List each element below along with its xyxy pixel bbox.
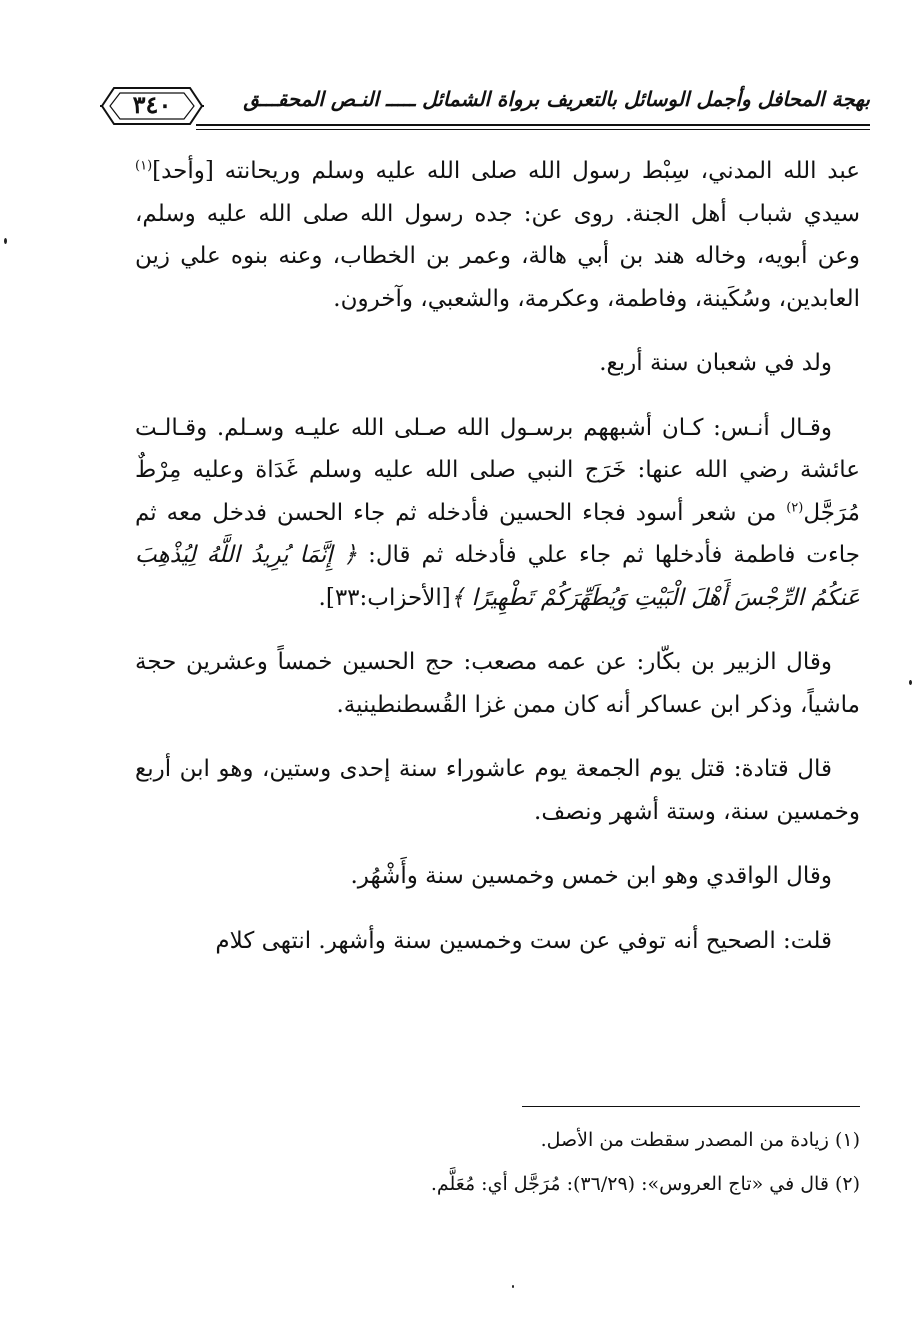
page-number: ٣٤٠ xyxy=(132,90,172,119)
footnote-ref-2[interactable]: (٢) xyxy=(786,499,804,515)
footnote-1: (١) زيادة من المصدر سقطت من الأصل. xyxy=(540,1129,860,1151)
main-text xyxy=(135,150,860,984)
paragraph-3 xyxy=(135,407,860,620)
page-number-badge xyxy=(100,84,204,128)
footnote-separator xyxy=(522,1106,860,1107)
paragraph-5: قال قتادة: قتل يوم الجمعة يوم عاشوراء سنة إحدى وستين، وهو ابن أربع وخمسين سنة، وستة أشهر ونصف. xyxy=(135,756,860,825)
quran-verse: ﴿ إِنَّمَا يُرِيدُ اللَّهُ لِيُذْهِبَ عَنكُمُ الرِّجْسَ أَهْلَ الْبَيْتِ وَيُطَهِّرَكُمْ تَطْهِيرًا ﴾ xyxy=(135,542,860,611)
verse-citation: [الأحزاب:٣٣]. xyxy=(318,584,451,611)
paragraph-2: ولد في شعبان سنة أربع. xyxy=(599,350,832,376)
paragraph-6: وقال الواقدي وهو ابن خمس وخمسين سنة وأَشْهُر. xyxy=(350,863,832,889)
footnote-ref-1[interactable]: (١) xyxy=(135,158,153,174)
p1-text-a: عبد الله المدني، سِبْط رسول الله صلى الله عليه وسلم وريحانته [وأحد] xyxy=(152,158,860,184)
running-title: بهجة المحافل وأجمل الوسائل بالتعريف برواة الشمائل ـــــ النـص المحقـــق xyxy=(243,87,870,111)
scan-speck xyxy=(909,680,912,685)
page-header xyxy=(100,84,870,132)
p3-text-b: من شعر أسود فجاء الحسين فأدخله ثم جاء الحسن فدخل معه ثم جاءت فاطمة فأدخلها ثم جاء علي فأدخله ثم قال: xyxy=(135,499,860,568)
paragraph-1 xyxy=(135,150,860,320)
header-rule xyxy=(196,124,870,126)
paragraph-7: قلت: الصحيح أنه توفي عن ست وخمسين سنة وأشهر. انتهى كلام xyxy=(215,927,832,954)
footnote-2: (٢) قال في «تاج العروس»: (٣٦/٢٩): مُرَجَّل أي: مُعَلَّم. xyxy=(430,1173,860,1195)
p3-text-a: وقـال أنـس: كـان أشبههم برسـول الله صـلى الله عليـه وسـلم. وقـالـت عائشة رضي الله عنها: خَرَج النبي صلى الله عليه وسلم غَدَاة وعليه مِرْطٌ مُرَجَّل xyxy=(135,414,860,526)
header-rule-thin xyxy=(196,129,870,130)
p1-text-b: سيدي شباب أهل الجنة. روى عن: جده رسول الله صلى الله عليه وسلم، وعن أبويه، وخاله هند بن أبي هالة، وعمر بن الخطاب، وعنه بنوه علي زين العابدين، وسُكَينة، وفاطمة، وعكرمة، والشعبي، وآخرون. xyxy=(135,200,860,312)
paragraph-4: وقال الزبير بن بكّار: عن عمه مصعب: حج الحسين خمساً وعشرين حجة ماشياً، وذكر ابن عساكر أنه كان ممن غزا القُسطنطينية. xyxy=(135,649,860,718)
scan-speck xyxy=(4,238,7,244)
scan-speck xyxy=(512,1285,514,1288)
footnotes xyxy=(300,1118,860,1206)
